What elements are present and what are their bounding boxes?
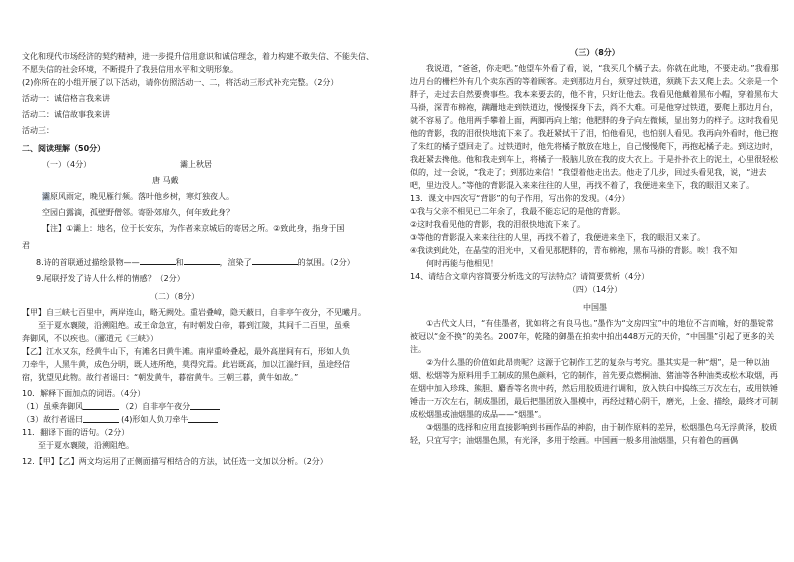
- poem-highlight: 灞: [42, 192, 50, 201]
- answer-blank[interactable]: [190, 400, 220, 410]
- activity-1: 活动一：诚信格言我来讲: [22, 94, 110, 103]
- poem-header: [22, 158, 382, 171]
- question-11-sentence: 至于夏水襄陵，沿溯阻绝。: [38, 441, 134, 450]
- question-13-item: ①我与父亲不相见已二年余了，我最不能忘记的是他的背影。: [410, 207, 626, 216]
- left-column: [22, 50, 382, 468]
- poem-line-2: 空园白露滴，孤壁野僧邻。寄卧郊扉久，何年致此身？: [42, 208, 234, 217]
- passage-yi: 刀牵牛，人黑牛黄，成色分明，既人迹所绝，莫得究焉。此岩既高，加以江湍纡回，虽途经信: [22, 360, 350, 369]
- poem-author: 唐 马戴: [152, 176, 179, 185]
- activity-3: 活动三：: [22, 126, 54, 135]
- question-13: 13．课文中四次写“背影”的句子作用，写出你的发现。（4分）: [410, 194, 630, 203]
- question-13-item: ②这时我看见他的背影，我的泪很快地流下来了。: [410, 220, 586, 229]
- right-column: [410, 50, 780, 447]
- article-title: 中国墨: [583, 303, 607, 312]
- article-paragraph-2: ②为什么墨的价值如此昂贵呢？这源于它制作工艺的复杂与考究。墨其实是一种“烟”，是一种以油烟、松烟等为原料用手工制成的黑色颜料，它的制作，首先要点燃桐油、猪油等各种油类或松木取烟，再在烟中加入珍珠、熊胆、麝香等名贵中药，然后用胶质进行调和，放入铁臼中捣练三万次左右，或用铁锤锤击一万次左右，制成墨团，最后把墨团放入墨模中，再经过精心阴干，磨光，上金、描绘，最终才可制成松烟墨或油烟墨的成品——“烟墨”。: [410, 358, 778, 419]
- passage-yi: 【乙】江水又东，经黄牛山下，有滩名曰黄牛滩。南岸重岭叠起，最外高崖间有石，形如人负: [22, 347, 350, 356]
- part-3-label: （三）（8分）: [570, 48, 620, 57]
- prose-part-label: （二）（8分）: [150, 292, 200, 301]
- question-12: 12.【甲】【乙】两文均运用了正侧面描写相结合的方法，试任选一文加以分析。（2分）: [22, 457, 328, 466]
- section-heading: 二、阅读理解（50分）: [22, 144, 106, 153]
- poem-line-1: 灞原风雨定，晚见雁行频。落叶他乡树，寒灯独夜人。: [42, 192, 234, 201]
- answer-blank[interactable]: [252, 255, 298, 265]
- poem-part-label: （一）（4分）: [42, 160, 92, 169]
- poem-title: 灞上秋居: [180, 160, 212, 169]
- passage-jia: 奔御风，不以疾也。（郦道元《三峡》）: [22, 334, 158, 343]
- intro-text: 文化和现代市场经济的契约精神，进一步提升信用意识和诚信理念，着力构建不敢失信、不能失信、: [22, 52, 374, 61]
- question-9: 9.尾联抒发了诗人什么样的情感？（2分）: [36, 274, 185, 283]
- answer-blank[interactable]: [83, 413, 119, 423]
- answer-blank[interactable]: [140, 255, 176, 265]
- answer-blank[interactable]: [83, 400, 119, 410]
- poem-note: 【注】①灞上：地名，位于长安东，为作者来京城后的寄居之所。②致此身，指身于国: [42, 224, 345, 233]
- question-10-row: （1）虽乘奔御风 （2）自非亭午夜分: [22, 400, 382, 413]
- part-4-label: （四）（14分）: [567, 285, 623, 294]
- question-13-item: ④我读到此处，在晶莹的泪光中，又看见那肥胖的，青布棉袍，黑布马褂的背影。唉！我不知: [410, 246, 738, 255]
- activity-2: 活动二：诚信故事我来讲: [22, 110, 110, 119]
- question-10-row: （3）故行者谣曰 (4)形如人负刀牵牛: [22, 413, 382, 426]
- passage-yi: 宿，犹望见此物。故行者谣曰：“朝发黄牛，暮宿黄牛。三朝三暮，黄牛如故。”: [22, 373, 299, 382]
- passage-jia: 【甲】自三峡七百里中，两岸连山，略无阙处。重岩叠嶂，隐天蔽日，自非亭午夜分，不见曦月。: [22, 308, 366, 317]
- question-2: (2)你所在的小组开展了以下活动，请你仿照活动一、二，将活动三形式补充完整。（2分）: [22, 78, 339, 87]
- article-paragraph-1: ①古代文人曰，“有佳墨者，犹如将之有良马也。”墨作为“文房四宝”中的地位不言而喻，好的墨锭常被冠以“金不换”的美名。2007年，乾隆的御墨在拍卖中拍出448万元的天价，“中国墨”引起了更多的关注。: [410, 319, 775, 354]
- article-paragraph-3: ③烟墨的选择和应用直接影响到书画作品的神韵，由于制作原料的差异，松烟墨色乌无浮黄泽，胶质轻，只宜写字；油烟墨色黑，有光泽，多用于绘画。中国画一般多用油烟墨，只有着色的画偶: [410, 423, 778, 445]
- question-14: 14、请结合文章内容简要分析选文的写法特点？请简要赏析（4分）: [410, 272, 650, 281]
- intro-text: 不愿失信的社会环境，不断提升了我县信用水平和文明形象。: [22, 65, 238, 74]
- question-8: 8.诗的首联通过描绘景物—— 和 ，渲染了 的氛围。（2分）: [22, 255, 382, 269]
- passage-beiying: 我说道，“爸爸，你走吧。”他望车外看了看，说，“我买几个橘子去。你就在此地，不要走动。”我看那边月台的栅栏外有几个卖东西的等着顾客。走到那边月台，须穿过铁道，须跳下去又爬上去。父亲是一个胖子，走过去自然要费事些。我本来要去的，他不肯，只好让他去。我看见他戴着黑布小帽，穿着黑布大马褂，深青布棉袍，蹒跚地走到铁道边，慢慢探身下去，尚不大难。可是他穿过铁道，要爬上那边月台，就不容易了。他用两手攀着上面，两脚再向上缩；他肥胖的身子向左微倾，显出努力的样子。这时我看见他的背影，我的泪很快地流下来了。我赶紧拭干了泪，怕他看见，也怕别人看见。我再向外看时，他已抱了朱红的橘子望回走了。过铁道时，他先将橘子散放在地上，自己慢慢爬下，再抱起橘子走。到这边时，我赶紧去搀他。他和我走到车上，将橘子一股脑儿放在我的皮大衣上。于是扑扑衣上的泥土，心里很轻松似的，过一会说，“我走了；到那边来信！”我望着他走出去。他走了几步，回过头看见我，说，“进去吧，里边没人。”等他的背影混入来来往往的人里，再找不着了，我便进来坐下，我的眼泪又来了。: [410, 64, 779, 190]
- poem-note-cont: 君: [22, 241, 30, 250]
- question-10: 10．解释下面加点的词语。（4分）: [22, 389, 146, 398]
- question-11: 11．翻译下面的语句。（2分）: [22, 428, 130, 437]
- question-13-item: 何时再能与他相见！: [426, 259, 498, 268]
- answer-blank[interactable]: [188, 413, 218, 423]
- question-13-item: ③等他的背影混入来来往往的人里，再找不着了，我便进来坐下，我的眼泪又来了。: [410, 233, 706, 242]
- answer-blank[interactable]: [184, 255, 220, 265]
- passage-jia: 至于夏水襄陵，沿溯阻绝。或王命急宣，有时朝发白帝，暮到江陵，其间千二百里，虽乘: [38, 321, 350, 330]
